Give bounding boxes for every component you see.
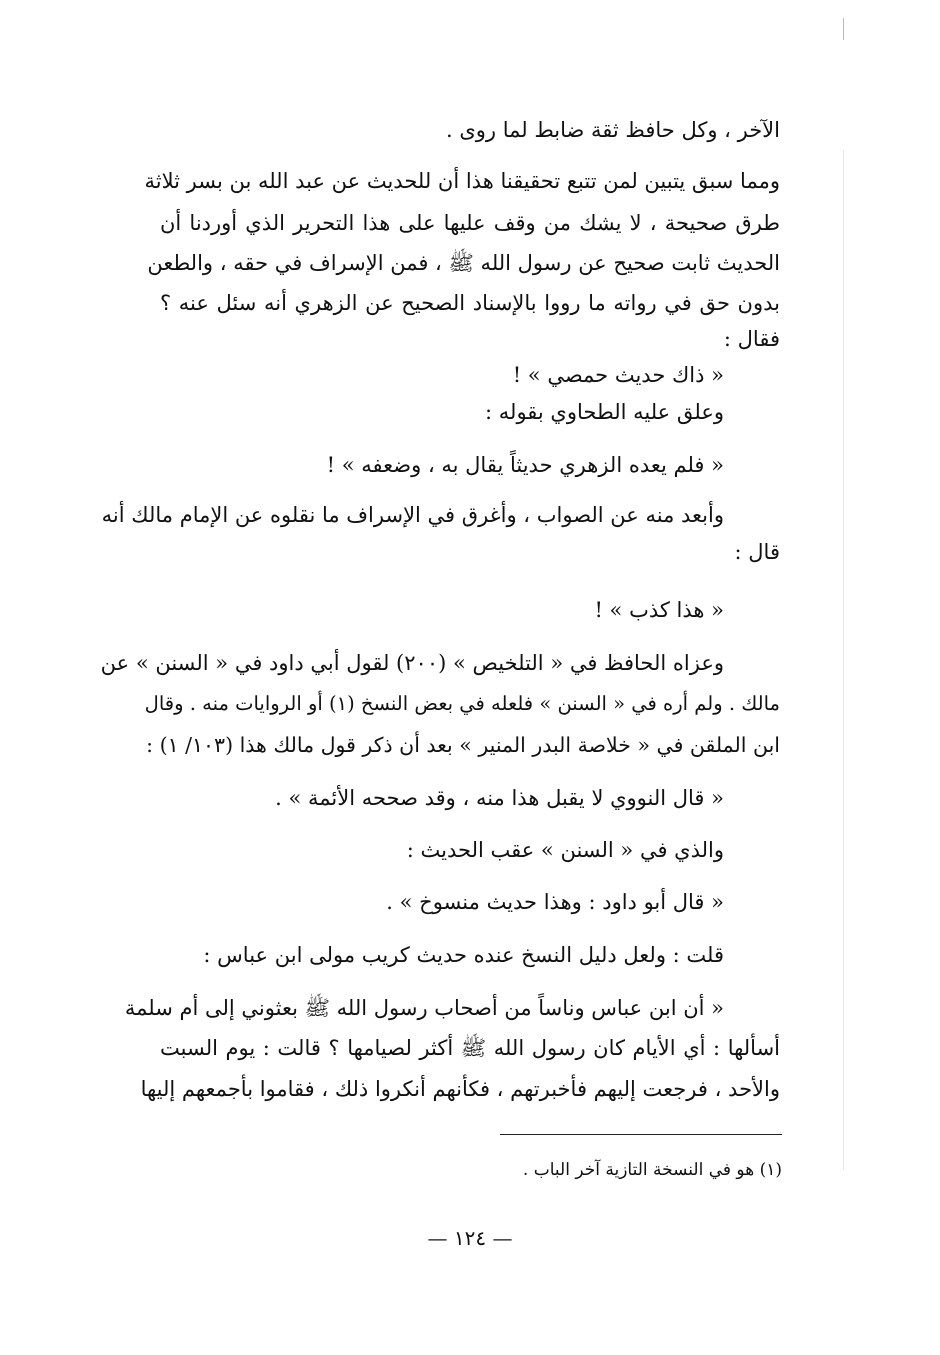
text-line: والذي في « السنن » عقب الحديث : bbox=[406, 838, 724, 862]
text-line: ومما سبق يتبين لمن تتبع تحقيقنا هذا أن للحديث عن عبد الله بن بسر ثلاثة bbox=[144, 169, 780, 193]
text-line: فقال : bbox=[723, 327, 780, 351]
text-line: طرق صحيحة ، لا يشك من وقف عليها على هذا التحرير الذي أوردنا أن bbox=[160, 211, 780, 235]
text-line: أسألها : أي الأيام كان رسول الله ﷺ أكثر لصيامها ؟ قالت : يوم السبت bbox=[160, 1036, 780, 1060]
text-line: بدون حق في رواته ما رووا بالإسناد الصحيح عن الزهري أنه سئل عنه ؟ bbox=[160, 291, 780, 315]
text-line: ابن الملقن في « خلاصة البدر المنير » بعد أن ذكر قول مالك هذا (١٠٣/ ١) : bbox=[146, 733, 780, 757]
text-line: قال : bbox=[734, 540, 780, 564]
text-line: الحديث ثابت صحيح عن رسول الله ﷺ ، فمن الإسراف في حقه ، والطعن bbox=[147, 251, 780, 275]
footnote-separator bbox=[500, 1134, 782, 1135]
text-line: الآخر ، وكل حافظ ثقة ضابط لما روى . bbox=[445, 118, 780, 142]
text-line: مالك . ولم أره في « السنن » فلعله في بعض النسخ (١) أو الروايات منه . وقال bbox=[144, 692, 780, 715]
text-line: والأحد ، فرجعت إليهم فأخبرتهم ، فكأنهم أنكروا ذلك ، فقاموا بأجمعهم إليها bbox=[140, 1077, 780, 1101]
quote-line: « قال النووي لا يقبل هذا منه ، وقد صححه الأئمة » . bbox=[275, 786, 724, 810]
quote-line: « ذاك حديث حمصي » ! bbox=[512, 363, 724, 387]
text-line: وعزاه الحافظ في « التلخيص » (٢٠٠) لقول أبي داود في « السنن » عن bbox=[100, 651, 724, 675]
scan-mark-right bbox=[843, 150, 844, 1170]
footnote: (١) هو في النسخة التازية آخر الباب . bbox=[522, 1160, 782, 1180]
quote-line: « قال أبو داود : وهذا حديث منسوخ » . bbox=[386, 890, 724, 914]
text-line: وأبعد منه عن الصواب ، وأغرق في الإسراف ما نقلوه عن الإمام مالك أنه bbox=[101, 503, 724, 527]
text-line: وعلق عليه الطحاوي بقوله : bbox=[485, 400, 724, 424]
scan-mark-top-right bbox=[843, 18, 844, 40]
quote-line: « هذا كذب » ! bbox=[594, 598, 724, 622]
page-number: — ١٢٤ — bbox=[427, 1226, 513, 1250]
text-line: قلت : ولعل دليل النسخ عنده حديث كريب مولى ابن عباس : bbox=[203, 943, 724, 967]
quote-line: « أن ابن عباس وناساً من أصحاب رسول الله ﷺ بعثوني إلى أم سلمة bbox=[124, 996, 724, 1020]
quote-line: « فلم يعده الزهري حديثاً يقال به ، وضعفه » ! bbox=[326, 453, 724, 477]
